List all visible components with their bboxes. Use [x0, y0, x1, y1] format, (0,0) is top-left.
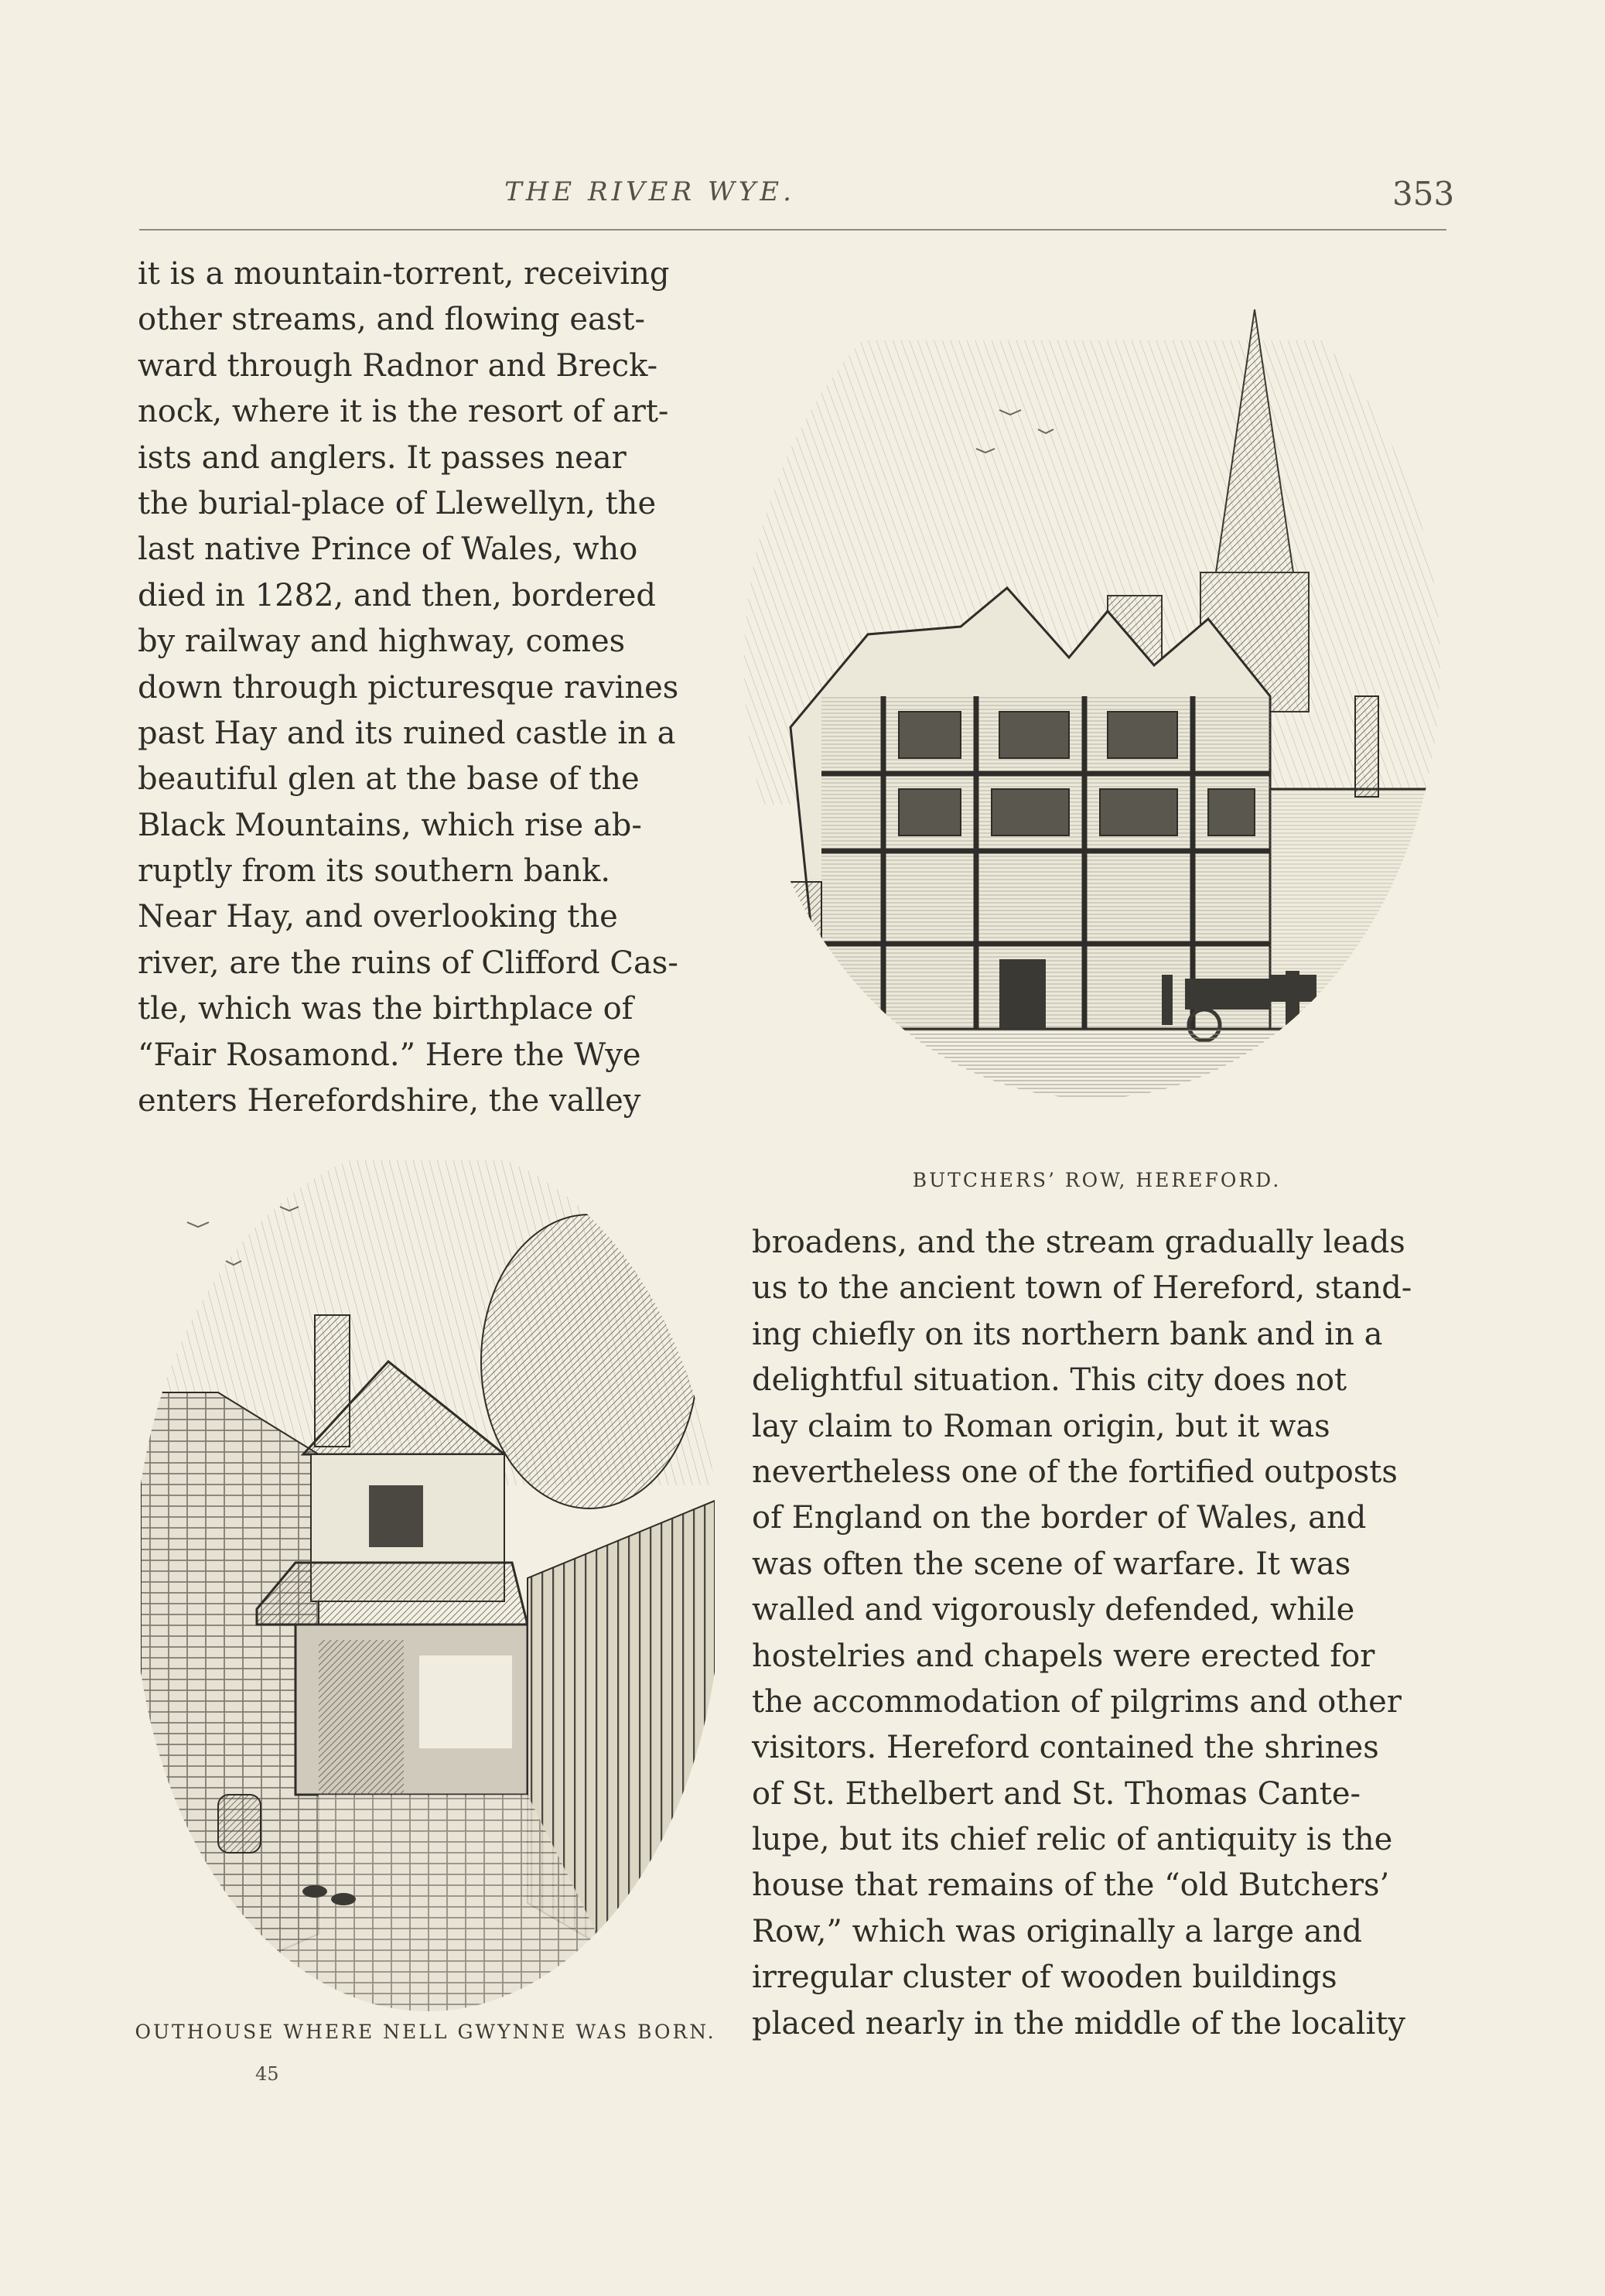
text-line: other streams, and flowing east- — [138, 302, 645, 338]
outhouse-engraving — [141, 1160, 715, 2011]
header-rule — [139, 229, 1446, 231]
outhouse-caption: OUTHOUSE WHERE NELL GWYNNE WAS BORN. — [135, 2021, 716, 2043]
text-line: ists and anglers. It passes near — [138, 439, 627, 476]
page-number: 353 — [1392, 175, 1455, 213]
text-line: broadens, and the stream gradually leads — [752, 1225, 1405, 1260]
text-line: ward through Radnor and Breck- — [138, 347, 658, 384]
text-line: irregular cluster of wooden buildings — [752, 1959, 1337, 1996]
text-line: lay claim to Roman origin, but it was — [752, 1408, 1330, 1444]
text-line: lupe, but its chief relic of antiquity is the — [752, 1822, 1393, 1858]
text-line: died in 1282, and then, bordered — [138, 577, 656, 613]
butchers-row-caption: BUTCHERS’ ROW, HEREFORD. — [912, 1169, 1282, 1191]
text-line: nevertheless one of the fortified outposts — [752, 1454, 1398, 1490]
text-line: enters Herefordshire, the valley — [138, 1083, 641, 1119]
text-line: by railway and highway, comes — [138, 624, 626, 660]
text-line: last native Prince of Wales, who — [138, 531, 638, 568]
text-line: ing chiefly on its northern bank and in a — [752, 1316, 1383, 1352]
text-line: nock, where it is the resort of art- — [138, 394, 669, 430]
text-line: river, are the ruins of Clifford Cas- — [138, 945, 678, 981]
butchers-row-engraving — [744, 294, 1440, 1153]
text-line: past Hay and its ruined castle in a — [138, 715, 676, 751]
text-line: down through picturesque ravines — [138, 669, 679, 706]
text-line: it is a mountain-torrent, receiving — [138, 256, 670, 292]
text-line: Row,” which was originally a large and — [752, 1913, 1363, 1949]
text-line: delightful situation. This city does not — [752, 1362, 1347, 1399]
text-line: walled and vigorously defended, while — [752, 1592, 1355, 1628]
text-line: the accommodation of pilgrims and other — [752, 1683, 1402, 1720]
text-line: Black Mountains, which rise ab- — [138, 807, 642, 843]
right-column-text — [752, 1220, 1440, 2047]
text-line: beautiful glen at the base of the — [138, 761, 640, 798]
text-line: us to the ancient town of Hereford, stand- — [752, 1270, 1412, 1307]
text-line: Near Hay, and overlooking the — [138, 899, 618, 935]
text-line: of England on the border of Wales, and — [752, 1500, 1367, 1536]
text-line: house that remains of the “old Butchers’ — [752, 1867, 1390, 1904]
text-line: of St. Ethelbert and St. Thomas Cante- — [752, 1775, 1361, 1812]
signature-mark: 45 — [255, 2063, 279, 2085]
text-line: “Fair Rosamond.” Here the Wye — [138, 1037, 641, 1073]
text-line: visitors. Hereford contained the shrines — [752, 1730, 1379, 1766]
text-line: tle, which was the birthplace of — [138, 991, 633, 1027]
text-line: placed nearly in the middle of the locality — [752, 2005, 1405, 2041]
text-line: hostelries and chapels were erected for — [752, 1638, 1375, 1674]
left-column-text — [138, 251, 712, 1124]
text-line: the burial-place of Llewellyn, the — [138, 485, 657, 521]
running-title: THE RIVER WYE. — [504, 176, 795, 207]
text-line: ruptly from its southern bank. — [138, 853, 611, 890]
text-line: was often the scene of warfare. It was — [752, 1546, 1351, 1582]
